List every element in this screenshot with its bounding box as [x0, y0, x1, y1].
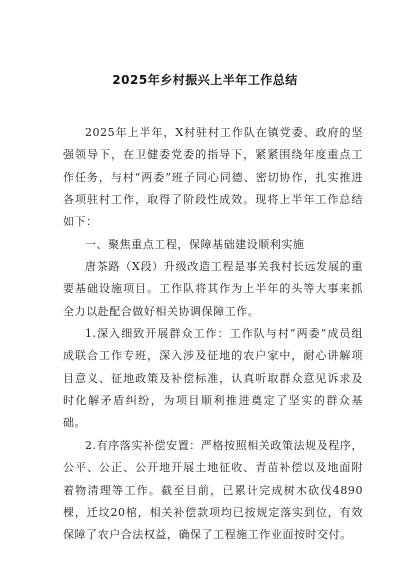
paragraph-intro: 2025年上半年，X村驻村工作队在镇党委、政府的坚强领导下，在卫健委党委的指导下，紧紧围绕年度重点工作任务，与村“两委”班子同心同德、密切协作，扎实推进各项驻村工作，取得了阶段性成效。现将上半年工作总结如下： — [63, 126, 363, 229]
paragraph-item-2: 2.有序落实补偿安置：严格按照相关政策法规及程序，公平、公正、公开地开展土地征收、青苗补偿以及地面附着物清理等工作。截至目前，已累计完成树木砍伐4890棵，迁坟20棺，相关补偿款项均已按规定落实到位，有效保障了农户合法权益，确保了工程施工作业面按时交付。 — [63, 438, 363, 542]
paragraph-item-1: 1.深入细致开展群众工作：工作队与村“两委”成员组成联合工作专班，深入涉及征地的农户家中，耐心讲解项目意义、征地政策及补偿标准，认真听取群众意见诉求及时化解矛盾纠纷，为项目顺利推进奠定了坚实的群众基础。 — [63, 327, 363, 430]
document-body — [63, 122, 363, 547]
section-heading-1: 一、聚焦重点工程，保障基础建设顺利实施 — [85, 237, 305, 251]
paragraph-project: 唐茶路（X段）升级改造工程是事关我村长远发展的重要基础设施项目。工作队将其作为上半年的头等大事来抓全力以赴配合做好相关协调保障工作。 — [63, 260, 363, 318]
document-title: 2025年乡村振兴上半年工作总结 — [112, 73, 298, 87]
